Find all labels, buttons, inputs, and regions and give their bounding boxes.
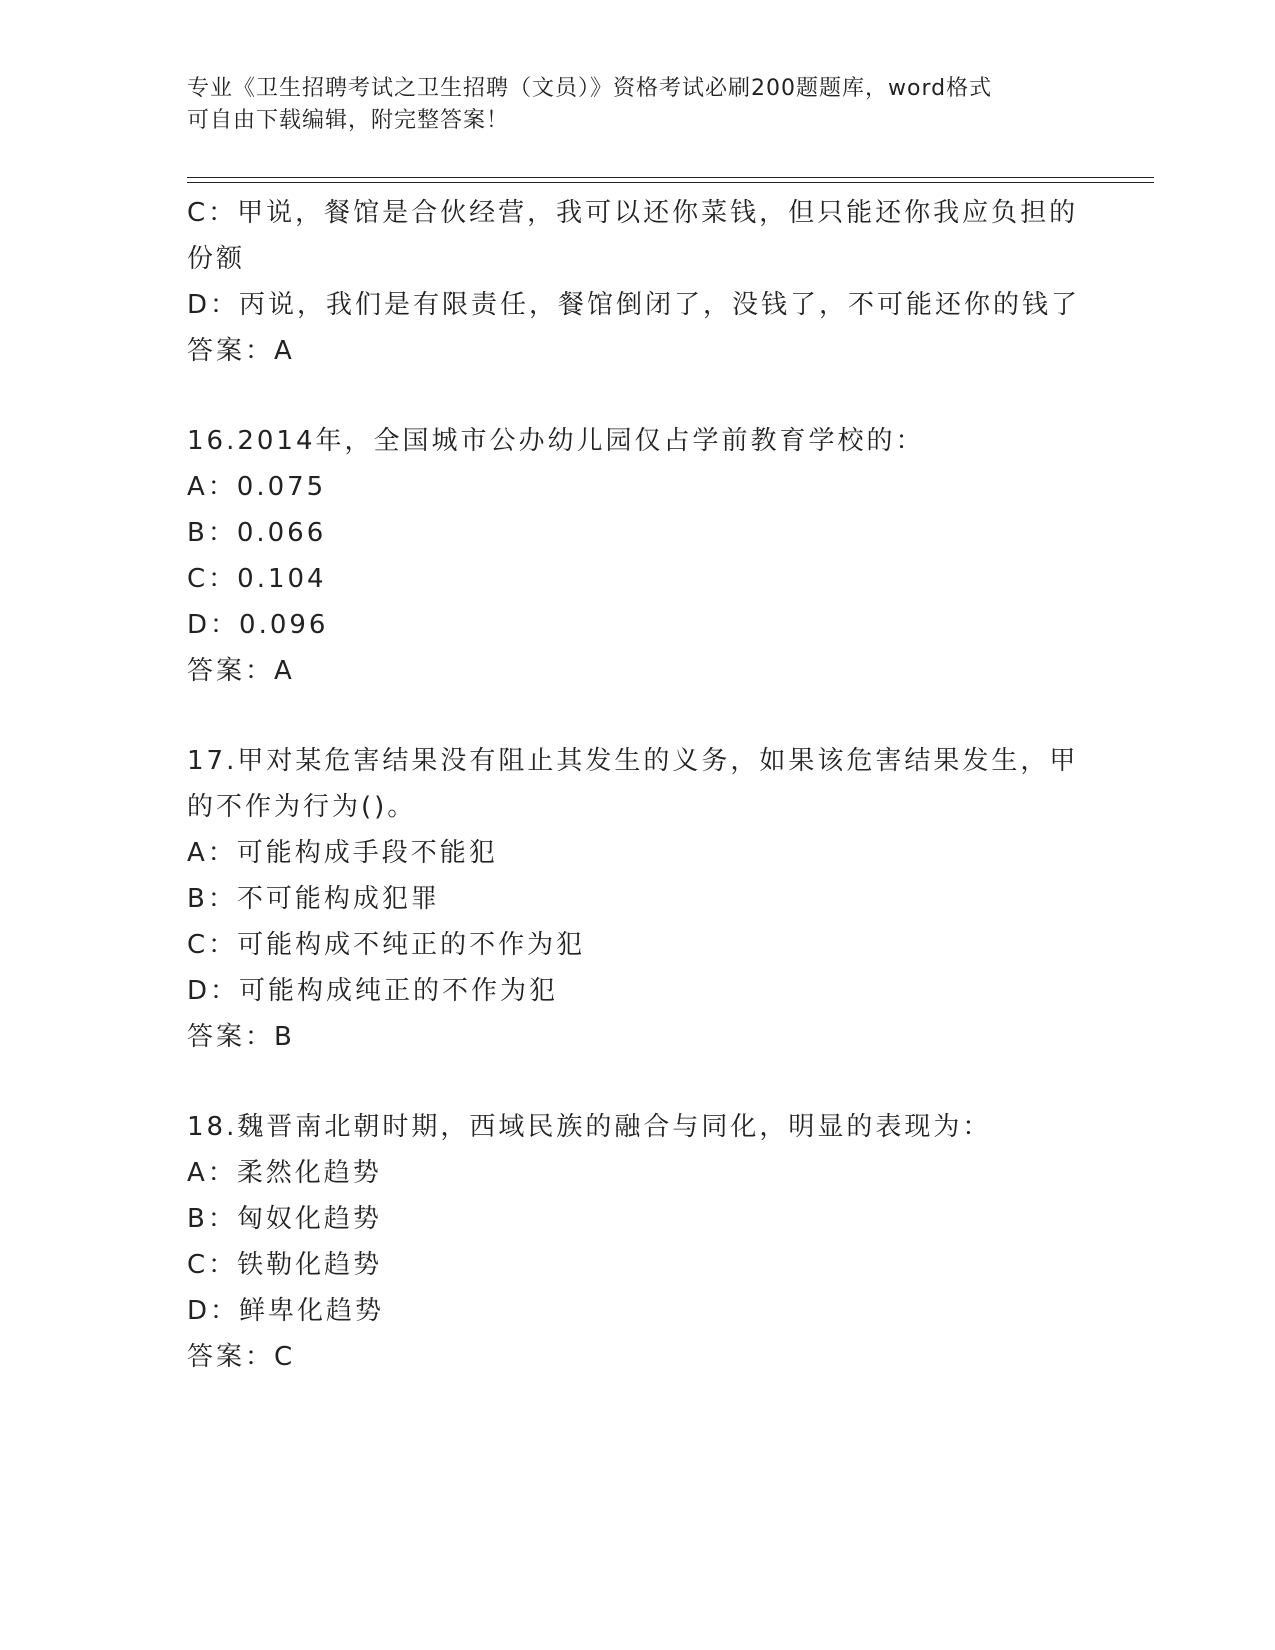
header-divider-top [187,177,1154,178]
header-divider-bottom [187,182,1154,183]
option-c: C：可能构成不纯正的不作为犯 [187,930,586,960]
header-line-2: 可自由下载编辑，附完整答案！ [187,108,510,133]
question-16 [187,418,1087,694]
option-a: A：可能构成手段不能犯 [187,838,498,868]
option-c-continued: 份额 [187,244,246,274]
answer-line: 答案：B [187,1022,295,1052]
option-d: D：可能构成纯正的不作为犯 [187,976,559,1006]
option-c: C：铁勒化趋势 [187,1250,383,1280]
option-a: A：0.075 [187,472,327,502]
question-stem: 17.甲对某危害结果没有阻止其发生的义务，如果该危害结果发生，甲 [187,746,1079,776]
question-stem: 18.魏晋南北朝时期，西域民族的融合与同化，明显的表现为： [187,1112,992,1142]
question-content [187,190,1087,1380]
answer-line: 答案：A [187,336,295,366]
question-17 [187,738,1087,1060]
option-b: B：匈奴化趋势 [187,1204,382,1234]
answer-line: 答案：C [187,1342,296,1372]
spacer [187,694,1087,738]
option-c: C：甲说，餐馆是合伙经营，我可以还你菜钱，但只能还你我应负担的 [187,198,1079,228]
document-header [187,73,1067,137]
question-stem-continued: 的不作为行为()。 [187,792,417,822]
spacer [187,1060,1087,1104]
option-d: D：鲜卑化趋势 [187,1296,385,1326]
answer-line: 答案：A [187,656,295,686]
option-a: A：柔然化趋势 [187,1158,382,1188]
header-line-1: 专业《卫生招聘考试之卫生招聘（文员）》资格考试必刷200题题库，word格式 [187,76,993,101]
option-d: D：0.096 [187,610,329,640]
question-18 [187,1104,1087,1380]
question-15-tail [187,190,1087,374]
option-c: C：0.104 [187,564,327,594]
question-stem: 16.2014年，全国城市公办幼儿园仅占学前教育学校的： [187,426,925,456]
option-d: D：丙说，我们是有限责任，餐馆倒闭了，没钱了，不可能还你的钱了 [187,290,1081,320]
option-b: B：0.066 [187,518,327,548]
spacer [187,374,1087,418]
option-b: B：不可能构成犯罪 [187,884,440,914]
